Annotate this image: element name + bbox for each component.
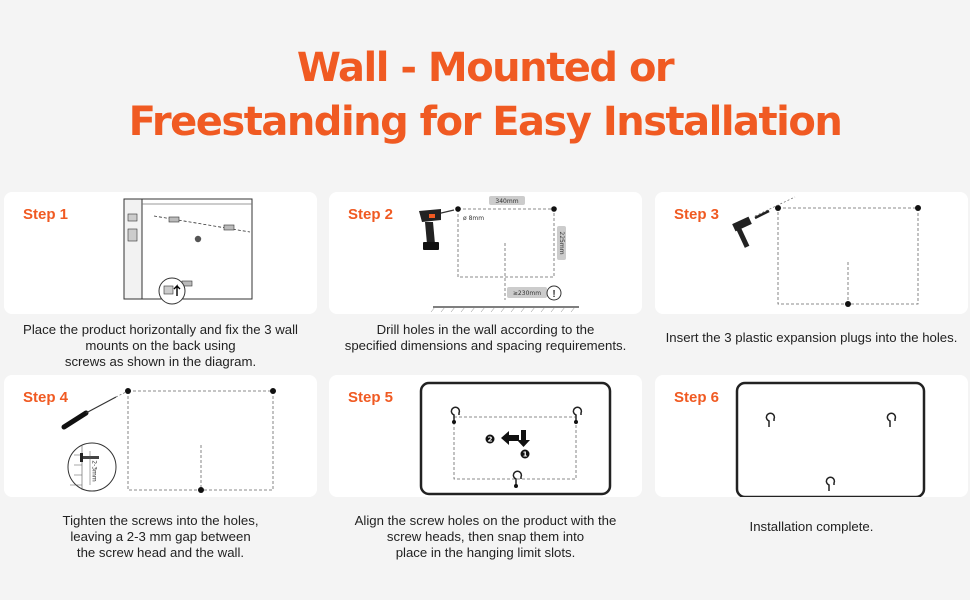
page-title-line-2: Freestanding for Easy Installation (128, 99, 842, 145)
step-1-label: Step 1 (23, 206, 69, 223)
step-6-label: Step 6 (674, 389, 720, 406)
step-2-label: Step 2 (348, 206, 394, 223)
step-5-label: Step 5 (348, 389, 394, 406)
step-5-card (329, 375, 642, 497)
svg-text:!: ! (552, 289, 556, 300)
step-4-label: Step 4 (23, 389, 69, 406)
hanging-slot-icon (766, 413, 895, 491)
step-3-caption: Insert the 3 plastic expansion plugs into the holes. (665, 330, 958, 345)
step-6-card (655, 375, 968, 497)
step-4-caption: Tighten the screws into the holes, leaving a 2-3 mm gap between the screw head and the wall. (62, 513, 259, 560)
step-6-caption: Installation complete. (749, 519, 874, 534)
step-2-card (329, 192, 642, 314)
step-2-caption: Drill holes in the wall according to the specified dimensions and spacing requirements. (344, 322, 627, 353)
page-title-line-1: Wall - Mounted or (296, 45, 674, 91)
step-1-caption: Place the product horizontally and fix the 3 wall mounts on the back using screws as shown in the diagram. (23, 322, 298, 369)
step-2-width-label: 340mm (495, 198, 519, 205)
hanging-slot-icon (451, 407, 581, 485)
hammer-icon (732, 211, 769, 248)
arrow-left-icon (501, 431, 519, 445)
step-3-label: Step 3 (674, 206, 720, 223)
step-5-marker-1: 1 (522, 450, 528, 459)
step-2-height-label: 225mm (558, 231, 565, 255)
step-2-floor-label: ≥230mm (512, 290, 542, 297)
step-4-card (4, 375, 317, 497)
screwdriver-icon (64, 392, 126, 427)
drill-icon (419, 209, 454, 250)
step-5-marker-2: 2 (487, 435, 493, 444)
step-1-card (4, 192, 317, 314)
step-2-drill-label: ø 8mm (463, 215, 485, 222)
step-4-gap-label: 2-3mm (90, 460, 98, 482)
step-3-card (655, 192, 968, 314)
step-5-caption: Align the screw holes on the product with the screw heads, then snap them into place in the hanging limit slots. (354, 513, 617, 560)
